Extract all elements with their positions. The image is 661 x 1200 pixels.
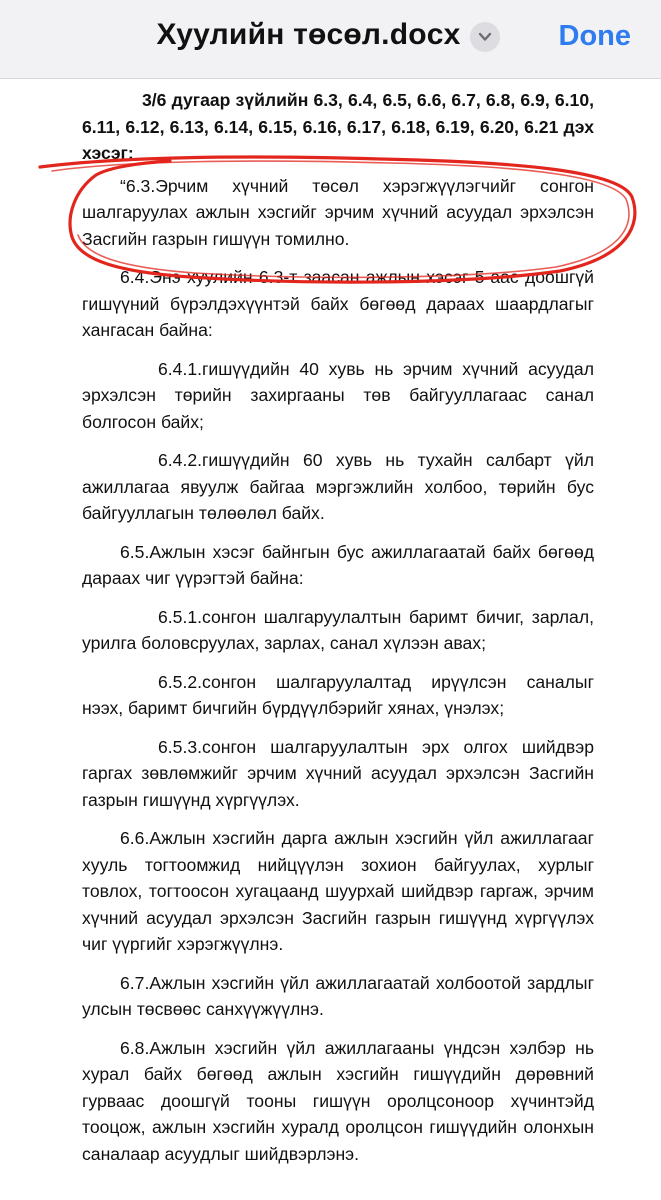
paragraph-6-4: 6.4.Энэ хуулийн 6.3-т заасан ажлын хэсэг 5-аас доошгүй гишүүний бүрэлдэхүүнтэй байх бөгөөд дараах шаардлагыг хангасан байна:: [82, 267, 594, 340]
done-button[interactable]: Done: [558, 20, 631, 52]
title-menu-button[interactable]: [470, 22, 500, 52]
paragraph-6-7: 6.7.Ажлын хэсгийн үйл ажиллагаатай холбоотой зардлыг улсын төсвөөс санхүүжүүлнэ.: [82, 972, 594, 1019]
paragraph-6-5: 6.5.Ажлын хэсэг байнгын бус ажиллагаатай байх бөгөөд дараах чиг үүрэгтэй байна:: [82, 541, 594, 588]
section-heading: [82, 87, 594, 167]
paragraph-6-8: 6.8.Ажлын хэсгийн үйл ажиллагааны үндсэн хэлбэр нь хурал байх бөгөөд ажлын хэсгийн гишүүдийн дөрөвний гурваас доошгүй тооны гишүүн оролцсоноор хүчинтэйд тооцож, ажлын хэсгийн хуралд оролцсон гишүүдийн олонхын саналаар асуудлыг шийдвэрлэнэ.: [82, 1037, 594, 1164]
document-body: [82, 87, 594, 1167]
paragraph-6-5-2: 6.5.2.сонгон шалгаруулалтад ирүүлсэн саналыг нээх, баримт бичгийн бүрдүүлбэрийг хянах, үнэлэх;: [82, 671, 594, 718]
document-title-text: Хуулийн төсөл.docx: [156, 18, 461, 51]
chevron-down-icon: [478, 31, 492, 43]
paragraph-6-5-3: 6.5.3.сонгон шалгаруулалтын эрх олгох шийдвэр гаргах зөвлөмжийг эрчим хүчний асуудал эрхэлсэн Засгийн газрын гишүүнд хүргүүлэх.: [82, 736, 594, 810]
paragraph-6-4-2: 6.4.2.гишүүдийн 60 хувь нь тухайн салбарт үйл ажиллагаа явуулж байгаа мэргэжлийн холбоо, төрийн бус байгууллагын төлөөлөл байх.: [82, 450, 594, 523]
paragraph-6-5-1: 6.5.1.сонгон шалгаруулалтын баримт бичиг, зарлал, урилга боловсруулах, зарлах, санал хүлээн авах;: [82, 606, 594, 653]
top-bar: [0, 0, 661, 79]
paragraph-6-3: “6.3.Эрчим хүчний төсөл хэрэгжүүлэгчийг сонгон шалгаруулах ажлын хэсгийг эрчим хүчний асуудал эрхэлсэн Засгийн газрын гишүүн томилно.: [82, 175, 594, 249]
paragraph-6-4-1: 6.4.1.гишүүдийн 40 хувь нь эрчим хүчний асуудал эрхэлсэн төрийн захиргааны төв байгууллагаас санал болгосон байх;: [82, 358, 594, 432]
section-heading-text: 3/6 дугаар зүйлийн 6.3, 6.4, 6.5, 6.6, 6.7, 6.8, 6.9, 6.10, 6.11, 6.12, 6.13, 6.14, 6.15, 6.16, 6.17, 6.18, 6.19, 6.20, 6.21 дэх хэсэг:: [82, 90, 594, 163]
paragraph-6-6: 6.6.Ажлын хэсгийн дарга ажлын хэсгийн үйл ажиллагааг хууль тогтоомжид нийцүүлэн зохион байгуулах, хурлыг товлох, тогтоосон хугацаанд шуурхай шийдвэр гаргаж, эрчим хүчний асуудал эрхэлсэн Засгийн газрын гишүүнд хүргүүлэх чиг үүргийг хэрэгжүүлнэ.: [82, 828, 594, 954]
document-page[interactable]: [0, 79, 661, 1200]
